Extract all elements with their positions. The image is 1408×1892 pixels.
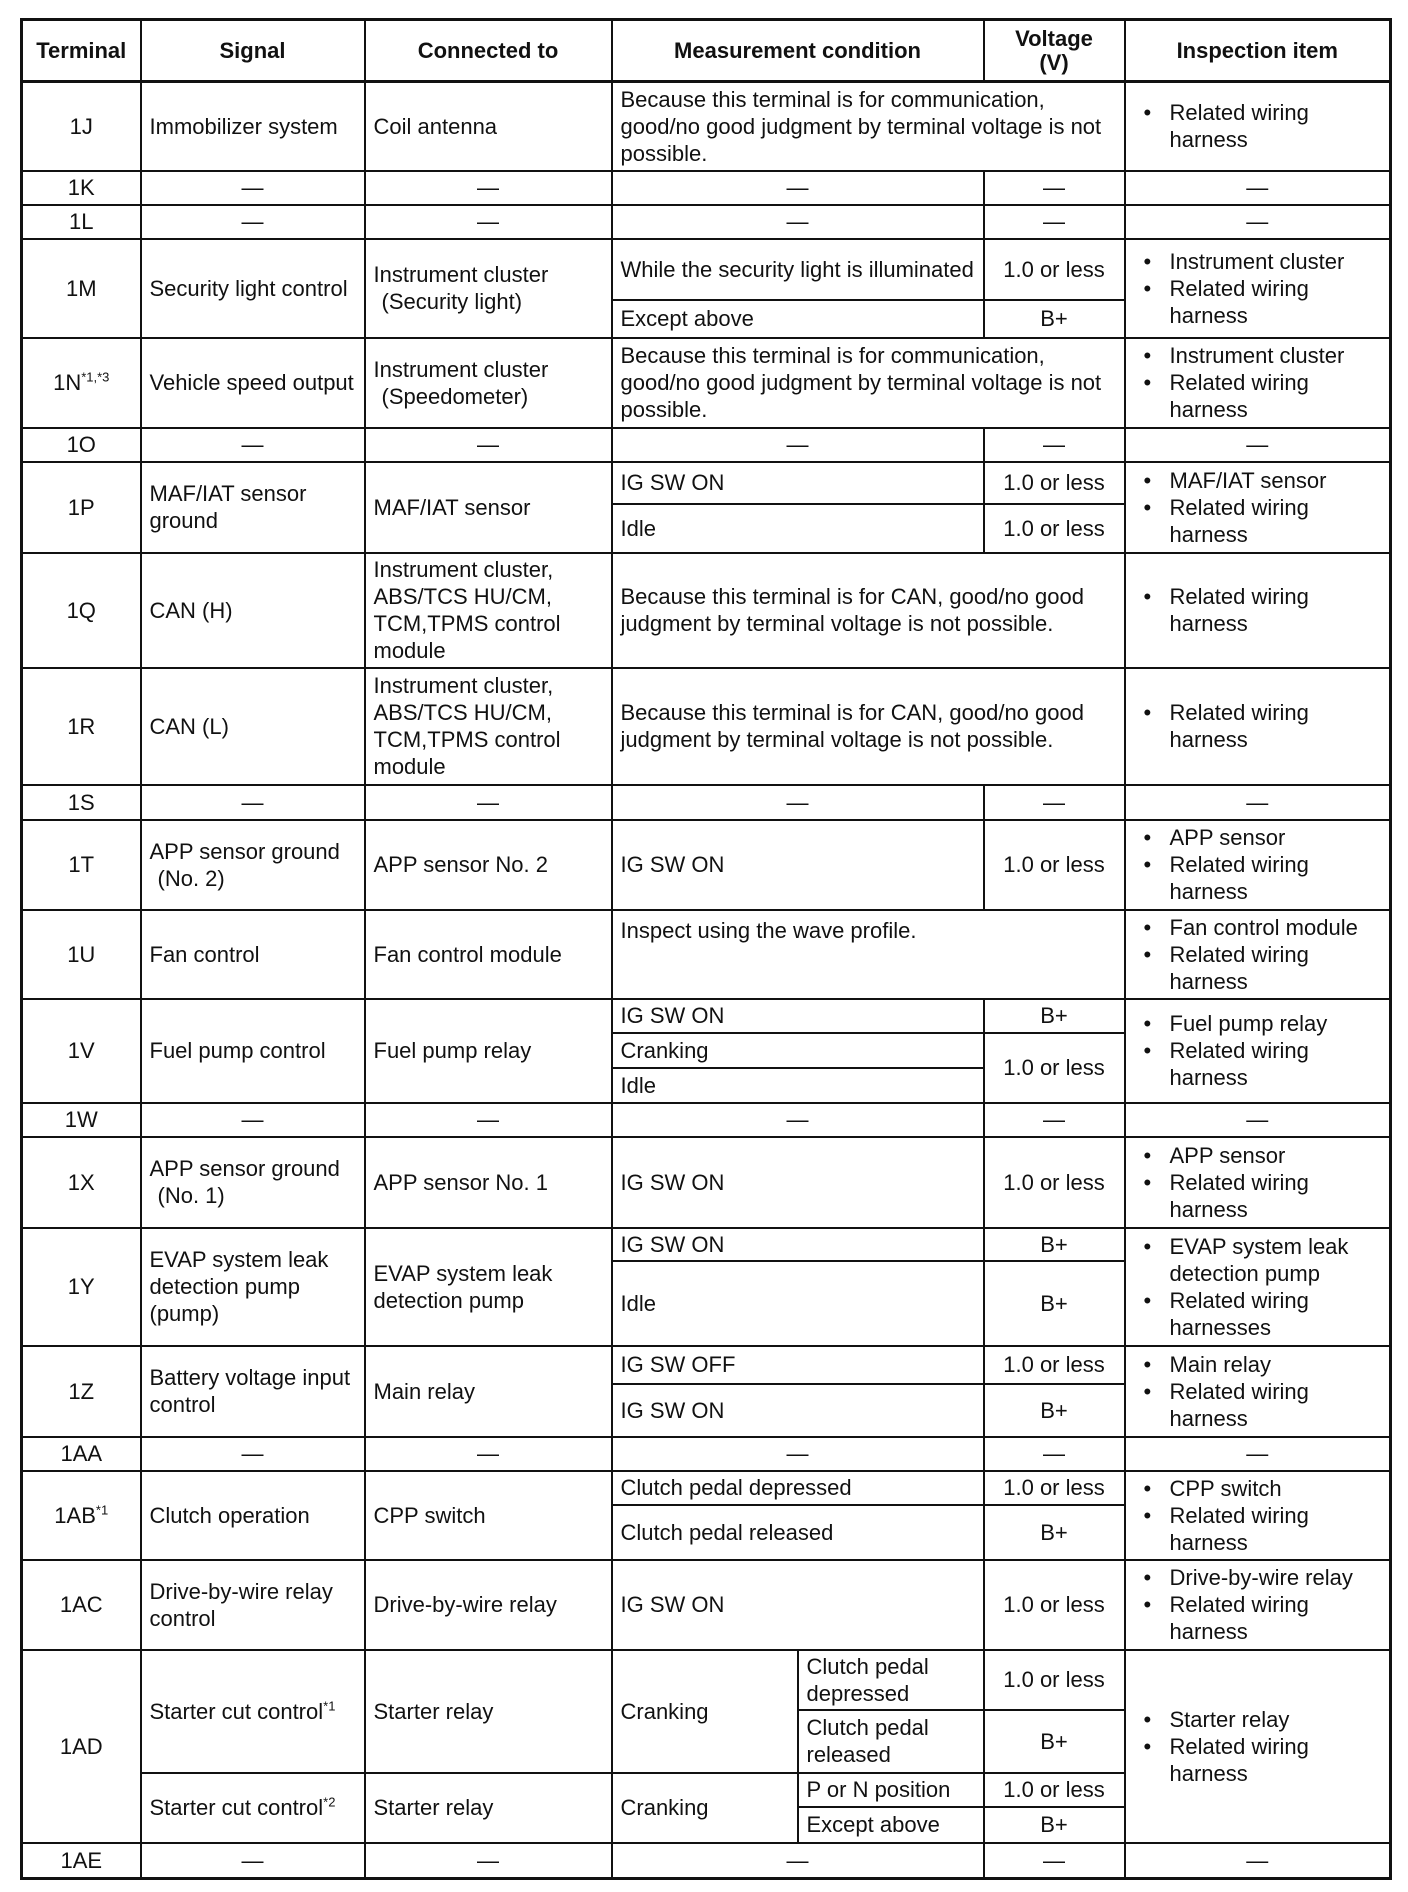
inspection-item: • Instrument cluster <box>1170 248 1382 275</box>
terminal-cell: 1L <box>22 205 141 239</box>
table-row <box>22 668 1391 785</box>
table-row <box>22 462 1391 504</box>
voltage-cell: B+ <box>984 300 1125 338</box>
table-row <box>22 785 1391 820</box>
inspection-item: • Related wiring harness <box>1170 1502 1382 1556</box>
terminal-cell: 1R <box>22 668 141 785</box>
table-row <box>22 1437 1391 1471</box>
terminal-label: 1AB <box>54 1502 96 1528</box>
subcondition-cell: Clutch pedal depressed <box>798 1650 984 1710</box>
inspection-item: • CPP switch <box>1170 1475 1382 1502</box>
inspection-item: • Related wiring harness <box>1170 99 1382 153</box>
terminal-cell <box>22 1471 141 1560</box>
voltage-cell: 1.0 or less <box>984 462 1125 504</box>
signal-cell: CAN (L) <box>141 668 365 785</box>
inspection-cell <box>1125 1560 1391 1650</box>
condition-cell: While the security light is illuminated <box>612 239 984 300</box>
voltage-cell: B+ <box>984 1261 1125 1346</box>
condition-cell: Idle <box>612 1068 984 1103</box>
voltage-cell: B+ <box>984 999 1125 1033</box>
dash-cell: — <box>365 428 612 462</box>
dash-cell: — <box>1125 1437 1391 1471</box>
connected-line: Instrument cluster <box>373 262 549 287</box>
inspection-item: • Instrument cluster <box>1170 342 1382 369</box>
condition-cell: IG SW ON <box>612 1137 984 1228</box>
connected-cell: Fan control module <box>365 910 612 999</box>
terminal-cell <box>22 338 141 428</box>
condition-cell: IG SW ON <box>612 820 984 910</box>
terminal-cell: 1S <box>22 785 141 820</box>
inspection-item: • Related wiring harness <box>1170 275 1382 329</box>
connected-cell: Starter relay <box>365 1773 612 1843</box>
signal-cell: Vehicle speed output <box>141 338 365 428</box>
terminal-cell: 1P <box>22 462 141 553</box>
condition-cell: IG SW ON <box>612 462 984 504</box>
connected-cell: Drive-by-wire relay <box>365 1560 612 1650</box>
terminal-cell: 1Z <box>22 1346 141 1437</box>
inspection-item: • Main relay <box>1170 1351 1382 1378</box>
signal-label: Starter cut control <box>149 1698 324 1724</box>
inspection-item: • APP sensor <box>1170 824 1382 851</box>
signal-cell: Battery voltage input control <box>141 1346 365 1437</box>
inspection-cell <box>1125 1228 1391 1346</box>
terminal-cell: 1J <box>22 82 141 171</box>
connected-cell <box>365 239 612 338</box>
footnote-ref: *2 <box>323 1794 336 1810</box>
signal-cell: Fuel pump control <box>141 999 365 1103</box>
inspection-item: • Related wiring harness <box>1170 583 1382 637</box>
header-inspection-item: Inspection item <box>1125 20 1391 82</box>
connected-cell: APP sensor No. 2 <box>365 820 612 910</box>
inspection-item: • Related wiring harness <box>1170 1733 1382 1787</box>
inspection-item: • Fan control module <box>1170 914 1382 941</box>
note-cell: Because this terminal is for communication, good/no good judgment by terminal voltage is not possible. <box>612 82 1125 171</box>
terminal-cell: 1T <box>22 820 141 910</box>
terminal-cell: 1U <box>22 910 141 999</box>
terminal-cell: 1M <box>22 239 141 338</box>
inspection-cell <box>1125 462 1391 553</box>
inspection-item: • Related wiring harness <box>1170 1037 1382 1091</box>
connected-cell: Instrument cluster, ABS/TCS HU/CM, TCM,TPMS control module <box>365 668 612 785</box>
dash-cell: — <box>1125 1103 1391 1137</box>
voltage-cell: 1.0 or less <box>984 504 1125 553</box>
terminal-cell: 1Y <box>22 1228 141 1346</box>
signal-line: (No. 1) <box>157 1183 225 1208</box>
terminal-cell: 1AA <box>22 1437 141 1471</box>
inspection-cell <box>1125 1650 1391 1843</box>
inspection-item: • Related wiring harnesses <box>1170 1287 1382 1341</box>
voltage-cell: 1.0 or less <box>984 239 1125 300</box>
dash-cell: — <box>141 428 365 462</box>
table-row <box>22 1843 1391 1879</box>
header-voltage <box>984 20 1125 82</box>
inspection-cell <box>1125 820 1391 910</box>
note-cell: Because this terminal is for CAN, good/no good judgment by terminal voltage is not possible. <box>612 553 1125 668</box>
inspection-item: • APP sensor <box>1170 1142 1382 1169</box>
signal-cell: Clutch operation <box>141 1471 365 1560</box>
dash-cell: — <box>984 171 1125 205</box>
condition-cell: Cranking <box>612 1033 984 1068</box>
signal-cell: Fan control <box>141 910 365 999</box>
dash-cell: — <box>984 785 1125 820</box>
dash-cell: — <box>365 1437 612 1471</box>
table-row <box>22 1228 1391 1261</box>
dash-cell: — <box>1125 785 1391 820</box>
subcondition-cell: Except above <box>798 1807 984 1843</box>
dash-cell: — <box>612 1843 984 1879</box>
condition-cell: IG SW ON <box>612 999 984 1033</box>
inspection-cell <box>1125 553 1391 668</box>
terminal-cell: 1W <box>22 1103 141 1137</box>
table-row <box>22 910 1391 999</box>
signal-cell: Drive-by-wire relay control <box>141 1560 365 1650</box>
dash-cell: — <box>365 205 612 239</box>
dash-cell: — <box>365 1103 612 1137</box>
dash-cell: — <box>141 171 365 205</box>
footnote-ref: *1 <box>323 1698 336 1714</box>
inspection-cell <box>1125 999 1391 1103</box>
inspection-item: • Starter relay <box>1170 1706 1382 1733</box>
connected-line: Instrument cluster <box>373 356 549 382</box>
inspection-item: • Fuel pump relay <box>1170 1010 1382 1037</box>
voltage-cell: 1.0 or less <box>984 1346 1125 1384</box>
signal-line: APP sensor ground <box>149 1156 340 1181</box>
dash-cell: — <box>612 171 984 205</box>
inspection-item: • Drive-by-wire relay <box>1170 1564 1382 1591</box>
inspection-item: • Related wiring harness <box>1170 1591 1382 1645</box>
table-row <box>22 1650 1391 1710</box>
dash-cell: — <box>612 1103 984 1137</box>
table-row <box>22 239 1391 300</box>
connected-cell: EVAP system leak detection pump <box>365 1228 612 1346</box>
footnote-ref: *1,*3 <box>81 369 110 385</box>
dash-cell: — <box>141 785 365 820</box>
table-row <box>22 1471 1391 1505</box>
dash-cell: — <box>612 785 984 820</box>
note-cell: Inspect using the wave profile. <box>612 910 1125 999</box>
dash-cell: — <box>365 1843 612 1879</box>
signal-cell: EVAP system leak detection pump (pump) <box>141 1228 365 1346</box>
header-voltage-l2: (V) <box>1039 49 1069 75</box>
connected-cell: APP sensor No. 1 <box>365 1137 612 1228</box>
inspection-cell <box>1125 910 1391 999</box>
signal-cell: Immobilizer system <box>141 82 365 171</box>
terminal-cell: 1X <box>22 1137 141 1228</box>
connected-cell: Coil antenna <box>365 82 612 171</box>
inspection-cell <box>1125 1346 1391 1437</box>
voltage-cell: 1.0 or less <box>984 1033 1125 1103</box>
voltage-cell: 1.0 or less <box>984 1560 1125 1650</box>
connected-cell: Main relay <box>365 1346 612 1437</box>
voltage-cell: B+ <box>984 1384 1125 1437</box>
subcondition-cell: P or N position <box>798 1773 984 1807</box>
terminal-inspection-table <box>20 18 1392 1880</box>
inspection-item: • Related wiring harness <box>1170 699 1382 753</box>
table-row <box>22 428 1391 462</box>
condition-cell: Idle <box>612 504 984 553</box>
header-terminal: Terminal <box>22 20 141 82</box>
header-signal: Signal <box>141 20 365 82</box>
dash-cell: — <box>141 1437 365 1471</box>
voltage-cell: B+ <box>984 1228 1125 1261</box>
table-row <box>22 1103 1391 1137</box>
dash-cell: — <box>984 1103 1125 1137</box>
signal-label: Starter cut control <box>149 1795 324 1820</box>
header-connected-to: Connected to <box>365 20 612 82</box>
terminal-cell: 1K <box>22 171 141 205</box>
signal-line: (No. 2) <box>157 865 225 891</box>
condition-cell: Cranking <box>612 1773 798 1843</box>
signal-cell: MAF/IAT sensor ground <box>141 462 365 553</box>
table-row <box>22 999 1391 1033</box>
table-row <box>22 82 1391 171</box>
terminal-cell: 1AD <box>22 1650 141 1843</box>
table-row <box>22 171 1391 205</box>
table-row <box>22 338 1391 428</box>
terminal-cell: 1Q <box>22 553 141 668</box>
condition-cell: Clutch pedal released <box>612 1505 984 1560</box>
subcondition-cell: Clutch pedal released <box>798 1710 984 1773</box>
voltage-cell: 1.0 or less <box>984 1471 1125 1505</box>
footnote-ref: *1 <box>95 1502 109 1518</box>
inspection-item: • Related wiring harness <box>1170 1378 1382 1432</box>
dash-cell: — <box>1125 171 1391 205</box>
connected-cell: Starter relay <box>365 1650 612 1773</box>
connected-cell: CPP switch <box>365 1471 612 1560</box>
inspection-cell <box>1125 82 1391 171</box>
condition-cell: Clutch pedal depressed <box>612 1471 984 1505</box>
terminal-cell: 1AE <box>22 1843 141 1879</box>
signal-cell: CAN (H) <box>141 553 365 668</box>
dash-cell: — <box>984 428 1125 462</box>
table-row <box>22 205 1391 239</box>
voltage-cell: 1.0 or less <box>984 1137 1125 1228</box>
connected-cell: MAF/IAT sensor <box>365 462 612 553</box>
voltage-cell: B+ <box>984 1505 1125 1560</box>
header-voltage-l1: Voltage <box>1015 25 1093 51</box>
terminal-cell: 1O <box>22 428 141 462</box>
signal-cell <box>141 820 365 910</box>
signal-cell <box>141 1650 365 1773</box>
header-measurement-condition: Measurement condition <box>612 20 984 82</box>
inspection-item: • Related wiring harness <box>1170 941 1382 995</box>
voltage-cell: 1.0 or less <box>984 820 1125 910</box>
condition-cell: Cranking <box>612 1650 798 1773</box>
note-cell: Because this terminal is for communication, good/no good judgment by terminal voltage is not possible. <box>612 338 1125 428</box>
connected-line: (Speedometer) <box>381 383 529 409</box>
inspection-item: • Related wiring harness <box>1170 851 1382 905</box>
dash-cell: — <box>141 1843 365 1879</box>
dash-cell: — <box>612 1437 984 1471</box>
connected-cell: Fuel pump relay <box>365 999 612 1103</box>
voltage-cell: B+ <box>984 1710 1125 1773</box>
note-cell: Because this terminal is for CAN, good/no good judgment by terminal voltage is not possible. <box>612 668 1125 785</box>
dash-cell: — <box>984 1843 1125 1879</box>
voltage-cell: B+ <box>984 1807 1125 1843</box>
inspection-item: • EVAP system leak detection pump <box>1170 1233 1382 1287</box>
dash-cell: — <box>365 171 612 205</box>
inspection-item: • Related wiring harness <box>1170 494 1382 548</box>
condition-cell: IG SW ON <box>612 1228 984 1261</box>
signal-line: APP sensor ground <box>149 838 340 864</box>
connected-line: (Security light) <box>381 289 523 314</box>
dash-cell: — <box>612 428 984 462</box>
inspection-cell <box>1125 1137 1391 1228</box>
dash-cell: — <box>1125 205 1391 239</box>
condition-cell: Idle <box>612 1261 984 1346</box>
dash-cell: — <box>141 205 365 239</box>
inspection-item: • Related wiring harness <box>1170 1169 1382 1223</box>
dash-cell: — <box>365 785 612 820</box>
voltage-cell: 1.0 or less <box>984 1650 1125 1710</box>
signal-cell <box>141 1773 365 1843</box>
dash-cell: — <box>1125 1843 1391 1879</box>
dash-cell: — <box>1125 428 1391 462</box>
table-row <box>22 1346 1391 1384</box>
dash-cell: — <box>984 205 1125 239</box>
inspection-item: • Related wiring harness <box>1170 369 1382 423</box>
connected-cell <box>365 338 612 428</box>
inspection-item: • MAF/IAT sensor <box>1170 467 1382 494</box>
inspection-cell <box>1125 338 1391 428</box>
terminal-cell: 1AC <box>22 1560 141 1650</box>
table-row <box>22 1560 1391 1650</box>
condition-cell: IG SW ON <box>612 1560 984 1650</box>
inspection-cell <box>1125 239 1391 338</box>
signal-cell <box>141 1137 365 1228</box>
dash-cell: — <box>984 1437 1125 1471</box>
table-row <box>22 1137 1391 1228</box>
condition-cell: Except above <box>612 300 984 338</box>
voltage-cell: 1.0 or less <box>984 1773 1125 1807</box>
inspection-cell <box>1125 668 1391 785</box>
connected-cell: Instrument cluster, ABS/TCS HU/CM, TCM,TPMS control module <box>365 553 612 668</box>
header-row <box>22 20 1391 82</box>
inspection-cell <box>1125 1471 1391 1560</box>
terminal-label: 1N <box>53 370 82 395</box>
dash-cell: — <box>141 1103 365 1137</box>
condition-cell: IG SW OFF <box>612 1346 984 1384</box>
condition-cell: IG SW ON <box>612 1384 984 1437</box>
table-row <box>22 820 1391 910</box>
table-row <box>22 553 1391 668</box>
terminal-cell: 1V <box>22 999 141 1103</box>
dash-cell: — <box>612 205 984 239</box>
signal-cell: Security light control <box>141 239 365 338</box>
